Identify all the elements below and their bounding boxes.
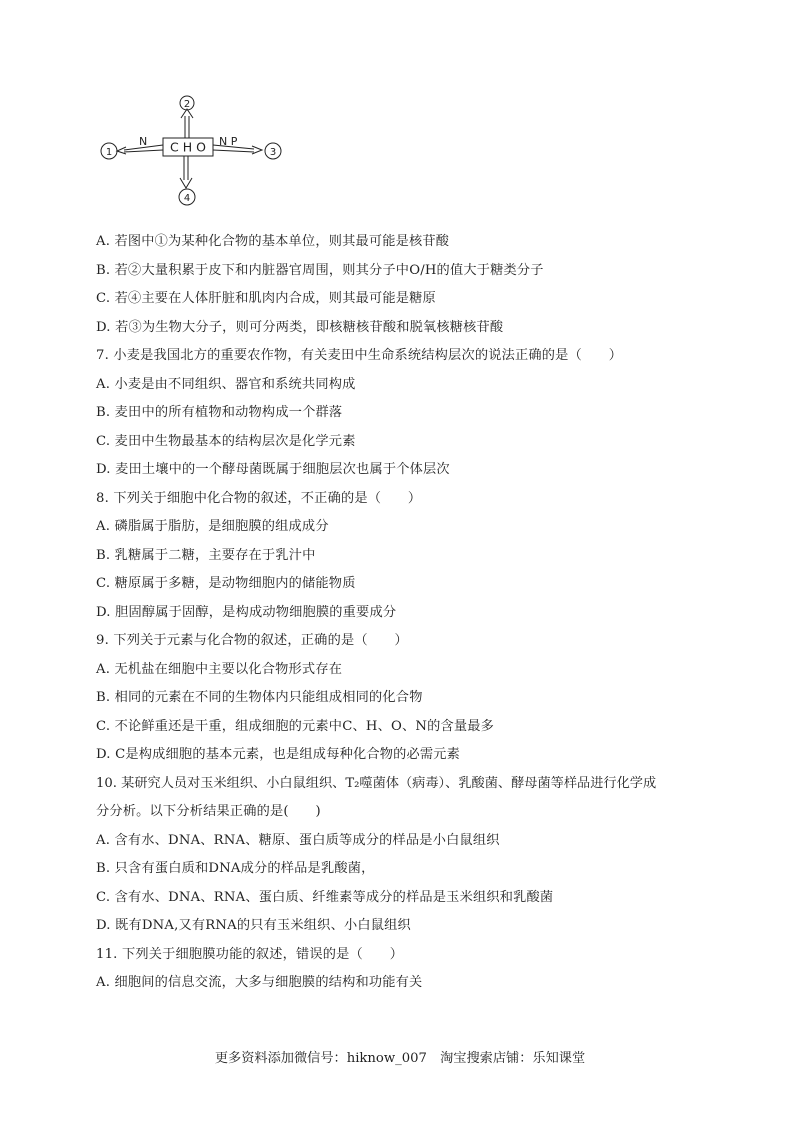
option-line: C. 若④主要在人体肝脏和肌肉内合成，则其最可能是糖原 [96,291,436,306]
option-line: D. 若③为生物大分子，则可分两类，即核糖核苷酸和脱氧核糖核苷酸 [96,320,504,335]
cho-label: C H O [170,139,206,155]
option-line: B. 乳糖属于二糖，主要存在于乳汁中 [96,548,316,563]
option-line: A. 小麦是由不同组织、器官和系统共同构成 [96,377,356,392]
cho-element-diagram [96,94,296,212]
option-line: A. 无机盐在细胞中主要以化合物形式存在 [96,662,343,677]
option-line: D. 胆固醇属于固醇，是构成动物细胞膜的重要成分 [96,605,397,620]
node-1-label: 1 [105,147,113,158]
node-3-label: 3 [269,147,277,158]
option-line: C. 麦田中生物最基本的结构层次是化学元素 [96,434,356,449]
page-footer: 更多资料添加微信号：hiknow_007 淘宝搜索店铺：乐知课堂 [214,1051,586,1066]
option-line: B. 若②大量积累于皮下和内脏器官周围，则其分子中O/H的值大于糖类分子 [96,263,544,278]
question-stem: 7. 小麦是我国北方的重要农作物，有关麦田中生命系统结构层次的说法正确的是（ ） [96,348,623,363]
node-2-label: 2 [183,99,191,110]
option-line: A. 细胞间的信息交流，大多与细胞膜的结构和功能有关 [96,975,423,990]
option-line: C. 不论鲜重还是干重，组成细胞的元素中C、H、O、N的含量最多 [96,719,495,734]
option-line: A. 若图中①为某种化合物的基本单位，则其最可能是核苷酸 [96,234,450,249]
question-stem: 8. 下列关于细胞中化合物的叙述，不正确的是（ ） [96,491,422,506]
option-line: D. 既有DNA,又有RNA的只有玉米组织、小白鼠组织 [96,918,411,933]
option-line: A. 磷脂属于脂肪，是细胞膜的组成成分 [96,519,329,534]
question-stem: 分分析。以下分析结果正确的是( ) [96,804,321,819]
question-stem: 11. 下列关于细胞膜功能的叙述，错误的是（ ） [96,947,404,962]
option-line: B. 只含有蛋白质和DNA成分的样品是乳酸菌， [96,861,375,876]
option-line: B. 相同的元素在不同的生物体内只能组成相同的化合物 [96,690,423,705]
option-line: C. 含有水、DNA、RNA、蛋白质、纤维素等成分的样品是玉米组织和乳酸菌 [96,890,554,905]
n-label: N [139,135,148,148]
np-label: N P [219,135,238,148]
option-line: D. 麦田土壤中的一个酵母菌既属于细胞层次也属于个体层次 [96,462,450,477]
option-line: A. 含有水、DNA、RNA、糖原、蛋白质等成分的样品是小白鼠组织 [96,833,500,848]
option-line: B. 麦田中的所有植物和动物构成一个群落 [96,405,343,420]
question-stem: 9. 下列关于元素与化合物的叙述，正确的是（ ） [96,633,408,648]
question-stem: 10. 某研究人员对玉米组织、小白鼠组织、T₂噬菌体（病毒）、乳酸菌、酵母菌等样品进行化学成 [96,776,657,791]
option-line: D. C是构成细胞的基本元素，也是组成每种化合物的必需元素 [96,747,461,762]
option-line: C. 糖原属于多糖，是动物细胞内的储能物质 [96,576,356,591]
node-4-label: 4 [183,193,191,204]
